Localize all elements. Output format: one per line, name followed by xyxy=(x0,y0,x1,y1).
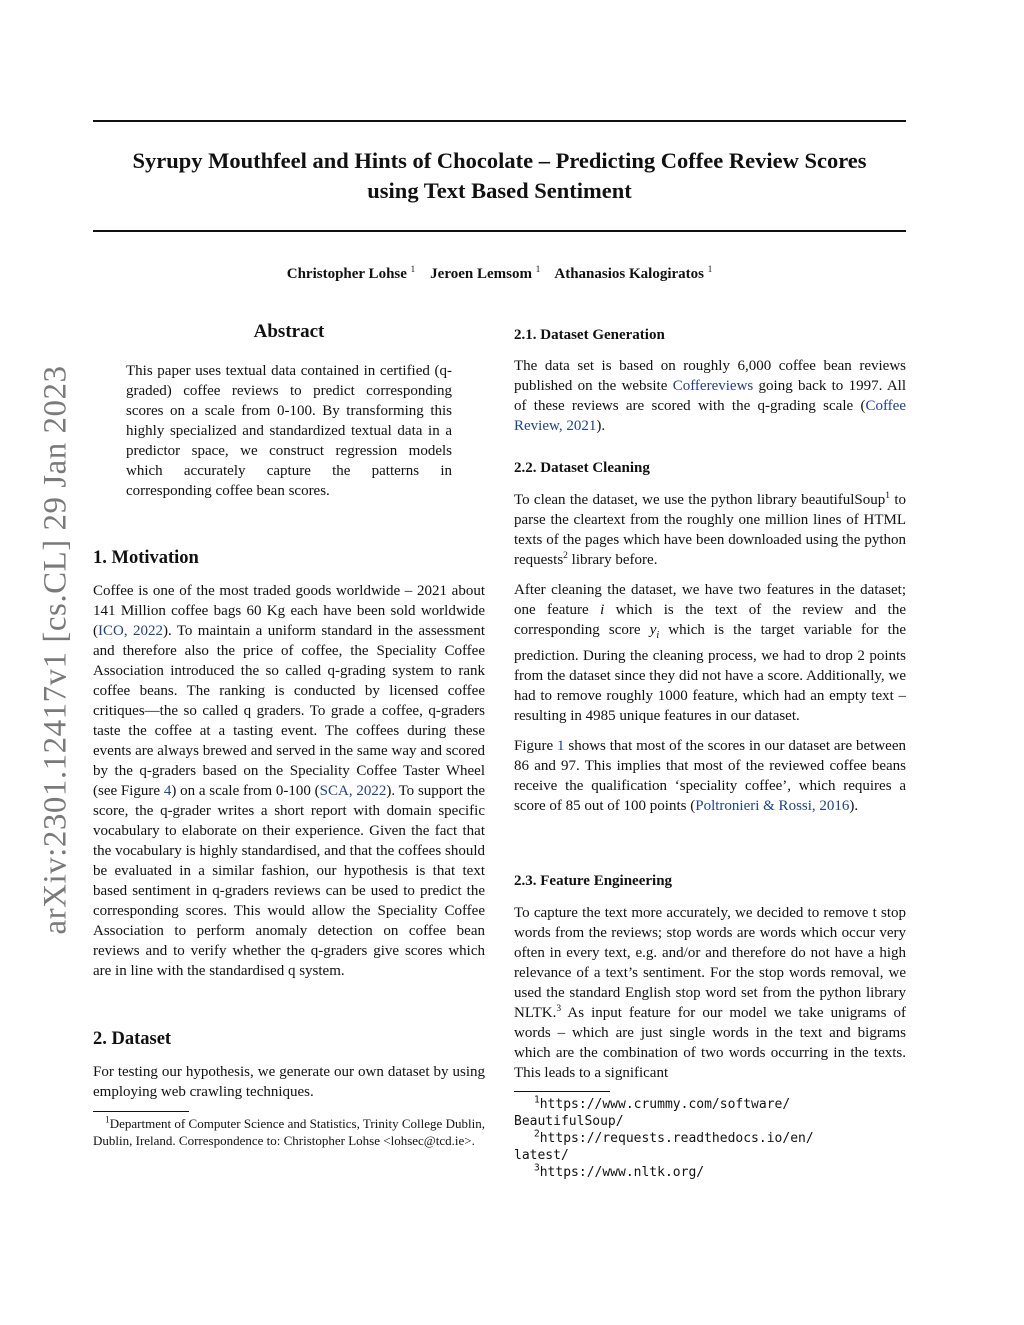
citation-link[interactable]: ICO, 2022 xyxy=(98,623,163,639)
cleaning-paragraph-2: After cleaning the dataset, we have two features in the dataset; one feature i which is the text of the review and the corresponding score $y_i$ which is the target variable for the prediction. During the cleaning process, we had to drop 2 points from the dataset since they did not have a score. Additionally, we had to remove roughly 1000 feature, which had an empty text – resulting in 4985 unique features in our dataset. xyxy=(514,582,906,724)
subsection-heading: 2.1. Dataset Generation xyxy=(514,327,665,343)
author-affiliation-mark: 1 xyxy=(410,264,416,274)
citation-link[interactable]: Poltronieri & Rossi, 2016 xyxy=(695,798,850,814)
website-link[interactable]: Coffereviews xyxy=(672,378,754,394)
footnote-rule xyxy=(514,1091,610,1092)
generation-paragraph: The data set is based on roughly 6,000 coffee bean reviews published on the website Coffereviews going back to 1997. All of these reviews are scored with the q-grading scale (Coffee Review, 2021). xyxy=(514,358,906,434)
cleaning-paragraph-1: To clean the dataset, we use the python library beautifulSoup$^1$ to parse the cleartext from the roughly one million lines of HTML texts of the pages which have been downloaded using the python requests$^2$ library before. xyxy=(514,491,906,568)
affiliation-footnote: $^1$Department of Computer Science and Statistics, Trinity College Dublin, Dublin, Ireland. Correspondence to: Christopher Lohse <lohsec@tcd.ie>. xyxy=(93,1115,485,1148)
footnote-mark[interactable]: 3 xyxy=(556,1004,562,1014)
math-variable: i xyxy=(600,602,605,618)
author-affiliation-mark: 1 xyxy=(535,264,541,274)
abstract-text: This paper uses textual data contained in certified (q-graded) coffee reviews to predict corresponding scores on a scale from 0-100. By transforming this highly specialized and standardized textual data in a predictor space, we construct regression models which accurately capture the patterns in corresponding coffee bean scores. xyxy=(126,363,452,499)
figure-ref-link[interactable]: 1 xyxy=(557,738,565,754)
abstract-heading: Abstract xyxy=(253,321,325,342)
feature-paragraph: To capture the text more accurately, we decided to remove t stop words from the reviews; stop words are words which occur very often in every text, e.g. and/or and therefore do not have a high relevance of a text’s sentiment. For the stop words removal, we used the standard English stop word set from the python library NLTK.$^3$ As input feature for our model we take unigrams of words – which are just single words in the text and bigrams which are the combination of two words occurring in the texts. This leads to a significant xyxy=(514,905,906,1081)
footnote-rule xyxy=(93,1111,189,1112)
arxiv-identifier: arXiv:2301.12417v1 [cs.CL] 29 Jan 2023 xyxy=(37,365,74,935)
title-top-rule xyxy=(93,120,906,122)
footnote-mark[interactable]: 2 xyxy=(563,551,568,561)
author-list xyxy=(93,266,906,283)
paper-title xyxy=(93,146,906,206)
author-name: Jeroen Lemsom xyxy=(430,266,532,282)
citation-link[interactable]: Coffee Review, 2021 xyxy=(514,398,906,434)
figure-ref-link[interactable]: 4 xyxy=(163,783,172,799)
title-line-2: using Text Based Sentiment xyxy=(367,178,632,203)
subsection-feature-engineering xyxy=(514,871,906,1083)
footnote-mark[interactable]: 1 xyxy=(885,491,891,501)
url-footnotes xyxy=(514,1096,906,1181)
section-motivation xyxy=(93,547,485,981)
abstract-body xyxy=(126,361,452,501)
subsection-cleaning xyxy=(514,458,906,816)
url-footnote[interactable]: $^2$https://requests.readthedocs.io/en/ xyxy=(534,1128,814,1146)
citation-link[interactable]: SCA, 2022 xyxy=(319,783,387,799)
math-variable: y xyxy=(649,622,657,638)
url-footnote[interactable]: $^1$https://www.crummy.com/software/ xyxy=(534,1094,791,1112)
subsection-generation xyxy=(514,325,906,436)
subsection-heading: 2.3. Feature Engineering xyxy=(514,873,673,889)
motivation-paragraph: Coffee is one of the most traded goods worldwide – 2021 about 141 Million coffee bags 60 Kg each have been sold worldwide (ICO, 2022). To maintain a uniform standard in the assessment and therefore also the price of coffee, the Speciality Coffee Association introduced the so called q-grading system to rank coffee beans. The ranking is conducted by licensed coffee critiques—the so called q graders. To grade a coffee, q-graders taste the coffee at a tasting event. The coffees during these events are always brewed and served in the same way and scored by the q-graders based on the Speciality Coffee Taster Wheel (see Figure 4) on a scale from 0-100 (SCA, 2022). To support the score, the q-grader writes a short report with domain specific vocabulary to elaborate on their experience. Given the fact that the vocabulary is highly standardised, and that the coffees should be evaluated in a similar fashion, our hypothesis is that text based sentiment in q-graders reviews can be used to predict the corresponding scores. This would allow the Speciality Coffee Association to perform anomaly detection on coffee bean reviews and to verify whether the q-graders give scores which are in line with the standardised q system. xyxy=(93,583,486,979)
url-footnote-continuation[interactable]: BeautifulSoup/ xyxy=(514,1114,624,1129)
author-name: Christopher Lohse xyxy=(286,266,407,282)
author-name: Athanasios Kalogiratos xyxy=(554,266,704,282)
cleaning-paragraph-3: Figure 1 shows that most of the scores in our dataset are between 86 and 97. This implies that most of the reviewed coffee beans receive the qualification ‘speciality coffee’, which requires a score of 85 out of 100 points (Poltronieri & Rossi, 2016). xyxy=(514,738,906,814)
footnote-mark: 1 xyxy=(105,1115,110,1126)
author-affiliation-mark: 1 xyxy=(707,264,713,274)
title-bottom-rule xyxy=(93,230,906,232)
subsection-heading: 2.2. Dataset Cleaning xyxy=(514,460,650,476)
section-heading: 2. Dataset xyxy=(93,1029,172,1049)
url-footnote-continuation[interactable]: latest/ xyxy=(514,1148,569,1163)
section-heading: 1. Motivation xyxy=(93,548,199,568)
section-dataset xyxy=(93,1028,485,1102)
title-line-1: Syrupy Mouthfeel and Hints of Chocolate – Predicting Coffee Review Scores xyxy=(132,148,867,173)
dataset-paragraph: For testing our hypothesis, we generate our own dataset by using employing web crawling techniques. xyxy=(93,1064,485,1100)
url-footnote[interactable]: $^3$https://www.nltk.org/ xyxy=(534,1162,705,1180)
